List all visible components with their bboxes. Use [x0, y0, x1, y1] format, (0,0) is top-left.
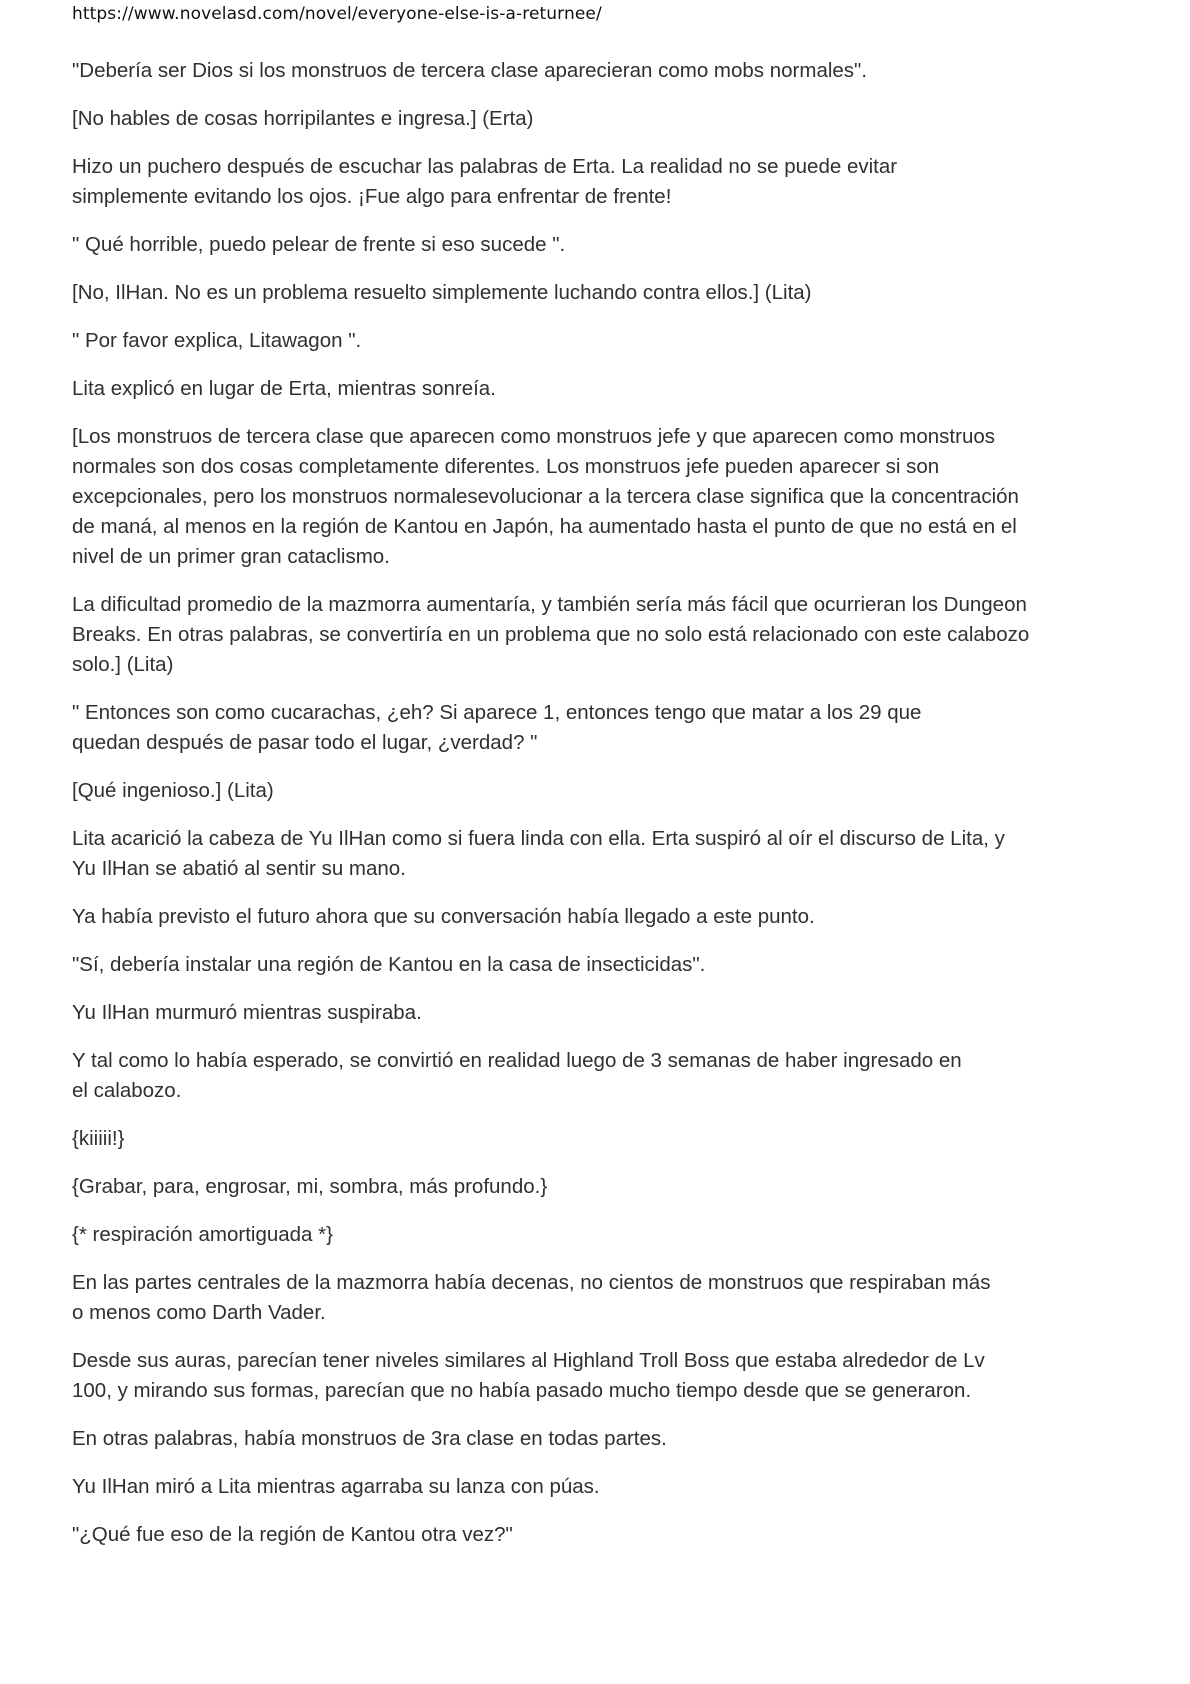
paragraph-2: [No hables de cosas horripilantes e ingresa.] (Erta) [72, 107, 534, 130]
paragraph-4: " Qué horrible, puedo pelear de frente si eso sucede ". [72, 233, 566, 256]
paragraph-15: Yu IlHan murmuró mientras suspiraba. [72, 1001, 422, 1024]
paragraph-22: En otras palabras, había monstruos de 3ra clase en todas partes. [72, 1427, 667, 1450]
paragraph-12: Lita acarició la cabeza de Yu IlHan como si fuera linda con ella. Erta suspiró al oír el discurso de Lita, y Yu IlHan se abatió al sentir su mano. [72, 827, 1005, 880]
paragraph-16: Y tal como lo había esperado, se convirtió en realidad luego de 3 semanas de haber ingresado en el calabozo. [72, 1049, 962, 1102]
paragraph-7: Lita explicó en lugar de Erta, mientras sonreía. [72, 377, 496, 400]
paragraph-18: {Grabar, para, engrosar, mi, sombra, más profundo.} [72, 1175, 548, 1198]
paragraph-13: Ya había previsto el futuro ahora que su conversación había llegado a este punto. [72, 905, 815, 928]
paragraph-8: [Los monstruos de tercera clase que aparecen como monstruos jefe y que aparecen como monstruos normales son dos cosas completamente diferentes. Los monstruos jefe pueden aparecer si son excepcionales, pero los monstruos normalesevolucionar a la tercera clase significa que la concentración de maná, al menos en la región de Kantou en Japón, ha aumentado hasta el punto de que no está en el nivel de un primer gran cataclismo. [72, 425, 1019, 568]
paragraph-11: [Qué ingenioso.] (Lita) [72, 779, 274, 802]
paragraph-17: {kiiiii!} [72, 1127, 125, 1150]
paragraph-19: {* respiración amortiguada *} [72, 1223, 333, 1246]
paragraph-1: "Debería ser Dios si los monstruos de tercera clase aparecieran como mobs normales". [72, 59, 868, 82]
document-body [72, 56, 1102, 1568]
page-url: https://www.novelasd.com/novel/everyone-else-is-a-returnee/ [72, 4, 602, 24]
paragraph-20: En las partes centrales de la mazmorra había decenas, no cientos de monstruos que respiraban más o menos como Darth Vader. [72, 1271, 991, 1324]
paragraph-9: La dificultad promedio de la mazmorra aumentaría, y también sería más fácil que ocurrieran los Dungeon Breaks. En otras palabras, se convertiría en un problema que no solo está relacionado con este calabozo solo.] (Lita) [72, 593, 1030, 676]
paragraph-3: Hizo un puchero después de escuchar las palabras de Erta. La realidad no se puede evitar simplemente evitando los ojos. ¡Fue algo para enfrentar de frente! [72, 155, 898, 208]
paragraph-10: " Entonces son como cucarachas, ¿eh? Si aparece 1, entonces tengo que matar a los 29 que quedan después de pasar todo el lugar, ¿verdad? " [72, 701, 922, 754]
paragraph-14: "Sí, debería instalar una región de Kantou en la casa de insecticidas". [72, 953, 706, 976]
paragraph-24: "¿Qué fue eso de la región de Kantou otra vez?" [72, 1523, 513, 1546]
paragraph-5: [No, IlHan. No es un problema resuelto simplemente luchando contra ellos.] (Lita) [72, 281, 812, 304]
paragraph-6: " Por favor explica, Litawagon ". [72, 329, 362, 352]
paragraph-21: Desde sus auras, parecían tener niveles similares al Highland Troll Boss que estaba alrededor de Lv 100, y mirando sus formas, parecían que no había pasado mucho tiempo desde que se generaron. [72, 1349, 985, 1402]
paragraph-23: Yu IlHan miró a Lita mientras agarraba su lanza con púas. [72, 1475, 600, 1498]
